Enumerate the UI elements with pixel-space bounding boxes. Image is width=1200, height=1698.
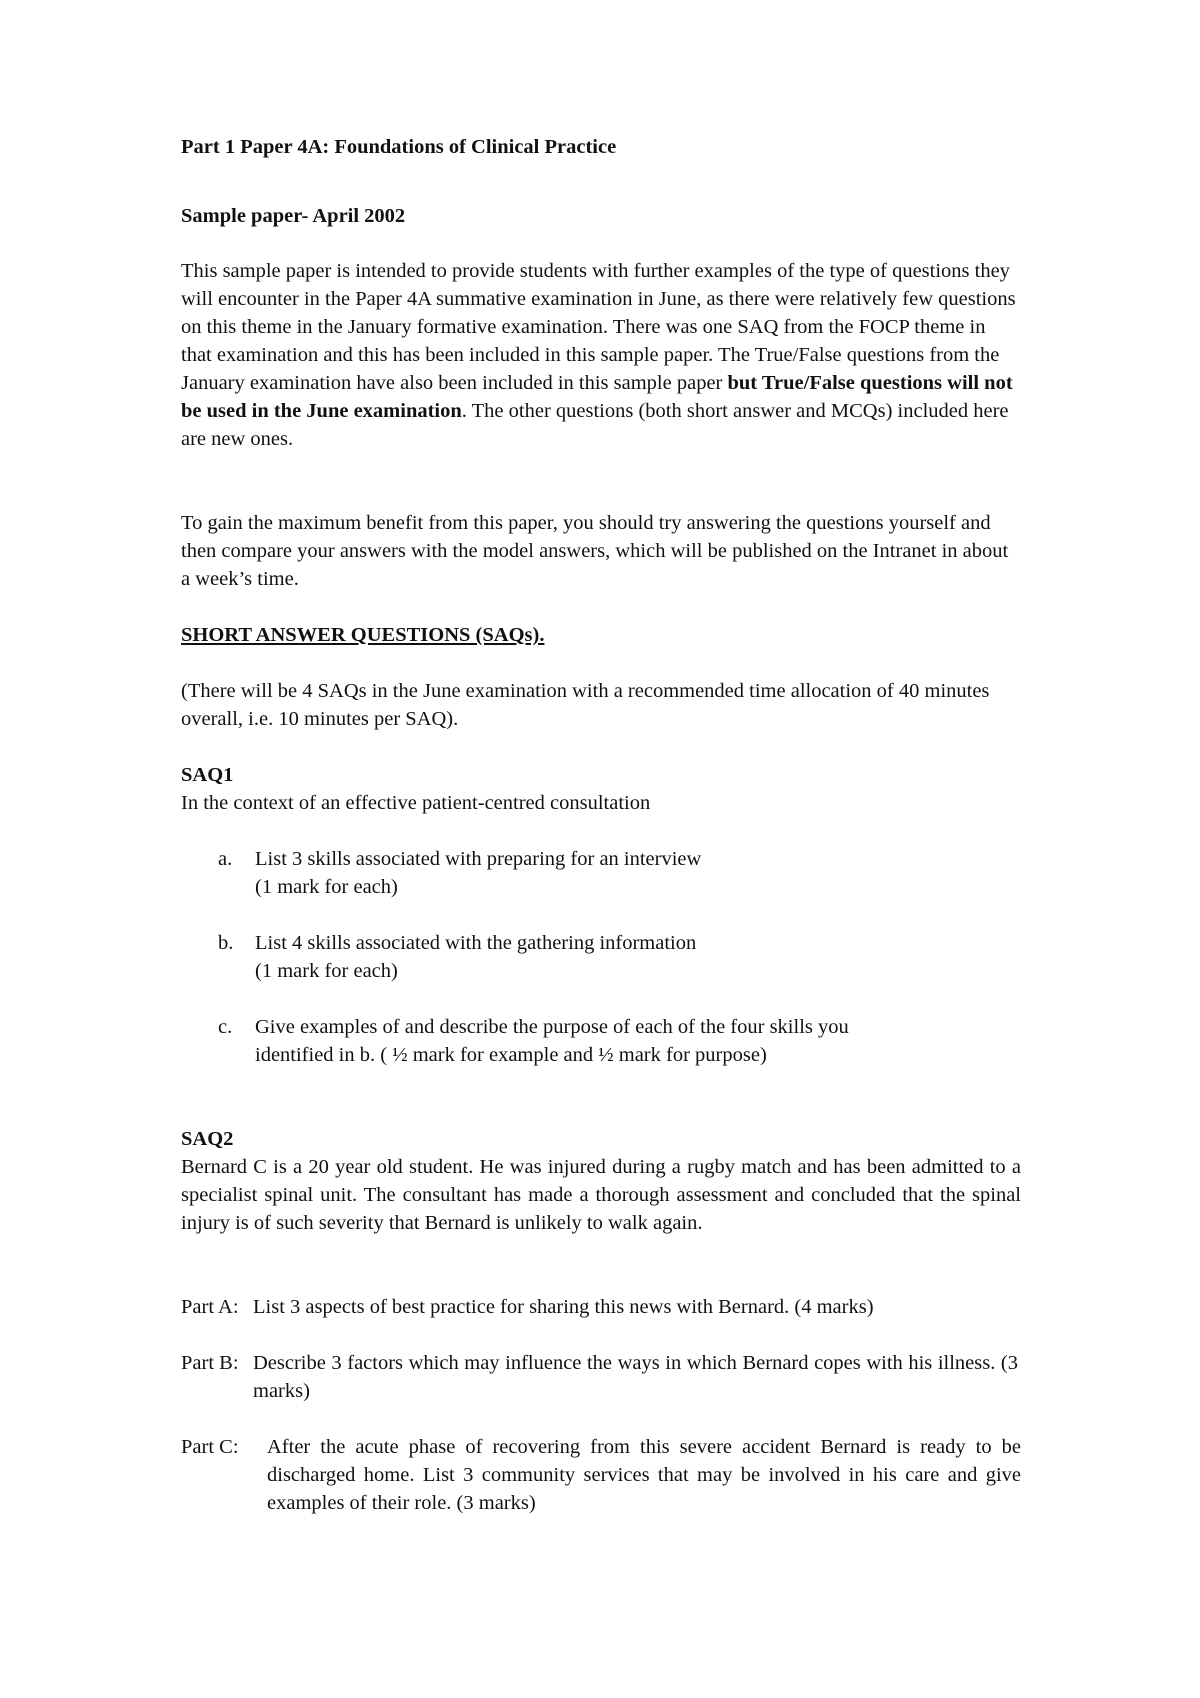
saq1-item-question: Give examples of and describe the purpose of each of the four skills you identified in b. ( ½ mark for example and ½ mark for purpose) [255,1016,849,1066]
saq1-item-label: b. [218,932,234,954]
saq1-item-text [255,929,1025,985]
saq1-item-question: List 3 skills associated with preparing for an interview [255,848,702,870]
saq2-stem: Bernard C is a 20 year old student. He was injured during a rugby match and has been admitted to a specialist spinal unit. The consultant has made a thorough assessment and concluded that the spinal injury is of such severity that Bernard is unlikely to walk again. [181,1156,1021,1234]
saq1-item-text [255,1013,880,1069]
document-title: Part 1 Paper 4A: Foundations of Clinical Practice [181,136,617,158]
saq1-item-question: List 4 skills associated with the gathering information [255,932,697,954]
intro-text-end: . The other questions (both short answer and MCQs) included here are new ones. [181,400,1009,450]
saq1-stem: In the context of an effective patient-centred consultation [181,792,651,814]
saq1-heading: SAQ1 [181,764,234,786]
saq1-item-text [255,845,1025,901]
intro-paragraph [181,257,1021,453]
saq1-item-label: c. [218,1016,233,1038]
intro-text-start: This sample paper is intended to provide students with further examples of the type of questions they will encounter in the Paper 4A summative examination in June, as there were relatively few questions on this theme in the January formative examination. There was one SAQ from the FOCP theme in that examination and this has been included in this sample paper. The True/False questions from the January examination have also been included in this sample paper [181,260,1016,394]
intro-bold-notice: but True/False questions will not be used in the June examination [181,372,1013,422]
section-note: (There will be 4 SAQs in the June examination with a recommended time allocation of 40 minutes overall, i.e. 10 minutes per SAQ). [181,680,990,730]
saq2-heading: SAQ2 [181,1128,234,1150]
saq1-item-marks: (1 mark for each) [255,960,398,982]
section-heading: SHORT ANSWER QUESTIONS (SAQs). [181,624,545,646]
saq1-item-marks: (1 mark for each) [255,876,398,898]
saq2-part-label: Part A: [181,1296,239,1318]
advice-paragraph: To gain the maximum benefit from this paper, you should try answering the questions yourself and then compare your answers with the model answers, which will be published on the Intranet in about a week’s time. [181,512,1009,590]
saq1-item-label: a. [218,848,233,870]
saq2-part-text: List 3 aspects of best practice for sharing this news with Bernard. (4 marks) [253,1296,874,1318]
saq2-part-label: Part B: [181,1352,239,1374]
document-subtitle: Sample paper- April 2002 [181,205,406,227]
saq2-part-text: Describe 3 factors which may influence the ways in which Bernard copes with his illness. (3 marks) [253,1352,1018,1402]
saq2-part-label: Part C: [181,1436,239,1458]
saq2-part-text: After the acute phase of recovering from this severe accident Bernard is ready to be discharged home. List 3 community services that may be involved in his care and give examples of their role. (3 marks) [267,1436,1021,1514]
